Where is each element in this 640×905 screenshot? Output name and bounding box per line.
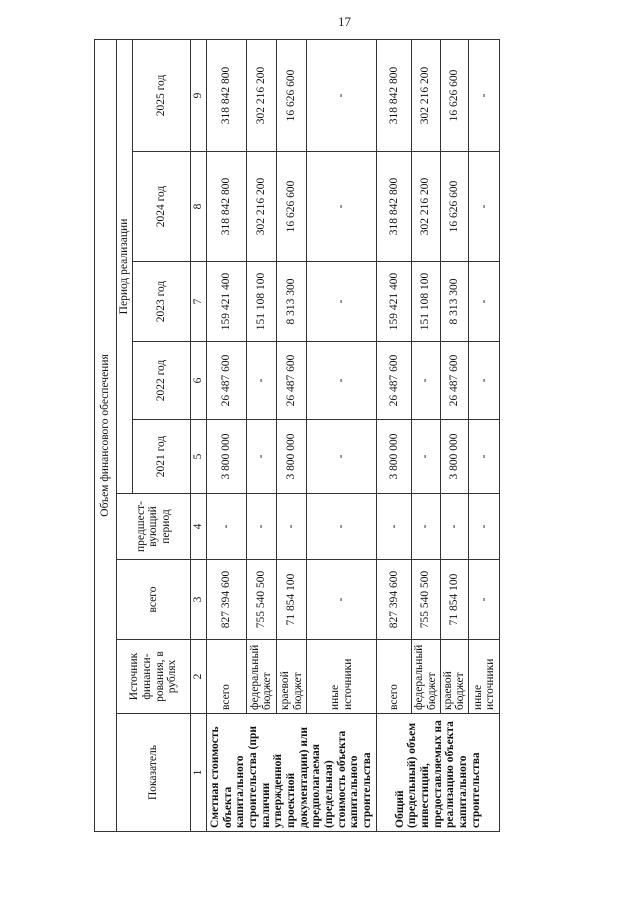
value-cell: 302 216 200 bbox=[411, 39, 440, 151]
value-cell: 3 800 000 bbox=[277, 420, 307, 494]
table-row bbox=[277, 39, 307, 831]
value-cell: 8 313 300 bbox=[277, 262, 307, 342]
table-row bbox=[206, 39, 246, 831]
value-cell: 8 313 300 bbox=[440, 262, 469, 342]
value-cell: 16 626 600 bbox=[277, 152, 307, 262]
rotated-table-container bbox=[94, 40, 500, 832]
header-2021: 2021 год bbox=[133, 420, 191, 494]
value-cell: 3 800 000 bbox=[377, 420, 412, 494]
value-cell: 827 394 600 bbox=[206, 560, 246, 640]
value-cell: 151 108 100 bbox=[411, 262, 440, 342]
value-cell: 71 854 100 bbox=[440, 560, 469, 640]
value-cell: - bbox=[377, 494, 412, 560]
value-cell: - bbox=[469, 342, 500, 420]
value-cell: - bbox=[246, 342, 276, 420]
value-cell: - bbox=[307, 494, 377, 560]
col-number: 3 bbox=[191, 560, 207, 640]
header-2023: 2023 год bbox=[133, 262, 191, 342]
source-cell: иные источники bbox=[307, 640, 377, 714]
col-number: 4 bbox=[191, 494, 207, 560]
table-row bbox=[469, 39, 500, 831]
page-number: 17 bbox=[338, 14, 351, 29]
value-cell: - bbox=[206, 494, 246, 560]
source-cell: всего bbox=[206, 640, 246, 714]
value-cell: - bbox=[411, 494, 440, 560]
column-number-row bbox=[191, 39, 207, 831]
value-cell: 302 216 200 bbox=[246, 152, 276, 262]
value-cell: 3 800 000 bbox=[440, 420, 469, 494]
col-number: 8 bbox=[191, 152, 207, 262]
value-cell: 159 421 400 bbox=[377, 262, 412, 342]
value-cell: 302 216 200 bbox=[246, 39, 276, 151]
financing-table bbox=[94, 39, 500, 832]
header-2024: 2024 год bbox=[133, 152, 191, 262]
col-number: 5 bbox=[191, 420, 207, 494]
row-group-label: Сметная стоимость объекта капитального строительства (при наличии утвержденной проектной документации) или предполагаемая (предельная) стоимость объекта капитального строительства bbox=[206, 714, 376, 832]
value-cell: 302 216 200 bbox=[411, 152, 440, 262]
value-cell: 3 800 000 bbox=[206, 420, 246, 494]
source-cell: федеральный бюджет bbox=[246, 640, 276, 714]
value-cell: - bbox=[307, 342, 377, 420]
value-cell: 318 842 800 bbox=[377, 39, 412, 151]
col-number: 1 bbox=[191, 714, 207, 832]
table-row bbox=[377, 39, 412, 831]
value-cell: 26 487 600 bbox=[206, 342, 246, 420]
source-cell: федеральный бюджет bbox=[411, 640, 440, 714]
header-total: всего bbox=[117, 560, 191, 640]
value-cell: - bbox=[246, 420, 276, 494]
table-row bbox=[246, 39, 276, 831]
header-source: Источник финанси- рования, в рублях bbox=[117, 640, 191, 714]
value-cell: 71 854 100 bbox=[277, 560, 307, 640]
source-cell: всего bbox=[377, 640, 412, 714]
value-cell: 755 540 500 bbox=[246, 560, 276, 640]
header-2025: 2025 год bbox=[133, 39, 191, 151]
value-cell: 318 842 800 bbox=[206, 39, 246, 151]
col-number: 9 bbox=[191, 39, 207, 151]
col-number: 7 bbox=[191, 262, 207, 342]
col-number: 2 bbox=[191, 640, 207, 714]
value-cell: 318 842 800 bbox=[377, 152, 412, 262]
row-group-label: Общий (предельный) объем инвестиций, предоставляемых на реализацию объекта капитального строительства bbox=[377, 714, 500, 832]
value-cell: - bbox=[307, 39, 377, 151]
value-cell: - bbox=[411, 342, 440, 420]
value-cell: - bbox=[469, 420, 500, 494]
value-cell: 16 626 600 bbox=[277, 39, 307, 151]
value-cell: - bbox=[307, 420, 377, 494]
value-cell: 159 421 400 bbox=[206, 262, 246, 342]
value-cell: 151 108 100 bbox=[246, 262, 276, 342]
value-cell: - bbox=[307, 560, 377, 640]
header-2022: 2022 год bbox=[133, 342, 191, 420]
value-cell: 827 394 600 bbox=[377, 560, 412, 640]
value-cell: - bbox=[469, 560, 500, 640]
source-cell: краевой бюджет bbox=[440, 640, 469, 714]
source-cell: иные источники bbox=[469, 640, 500, 714]
header-indicator: Показатель bbox=[117, 714, 191, 832]
col-number: 6 bbox=[191, 342, 207, 420]
table-row bbox=[440, 39, 469, 831]
value-cell: - bbox=[440, 494, 469, 560]
table-row bbox=[411, 39, 440, 831]
value-cell: 26 487 600 bbox=[277, 342, 307, 420]
value-cell: - bbox=[277, 494, 307, 560]
value-cell: 26 487 600 bbox=[377, 342, 412, 420]
value-cell: 16 626 600 bbox=[440, 39, 469, 151]
header-prior: предшест- вующий период bbox=[117, 494, 191, 560]
table-caption: Объем финансового обеспечения bbox=[95, 39, 117, 831]
value-cell: - bbox=[246, 494, 276, 560]
value-cell: 26 487 600 bbox=[440, 342, 469, 420]
value-cell: 318 842 800 bbox=[206, 152, 246, 262]
value-cell: - bbox=[307, 262, 377, 342]
value-cell: - bbox=[469, 152, 500, 262]
value-cell: 16 626 600 bbox=[440, 152, 469, 262]
value-cell: - bbox=[469, 494, 500, 560]
value-cell: - bbox=[307, 152, 377, 262]
value-cell: 755 540 500 bbox=[411, 560, 440, 640]
table-row bbox=[307, 39, 377, 831]
value-cell: - bbox=[411, 420, 440, 494]
value-cell: - bbox=[469, 39, 500, 151]
source-cell: краевой бюджет bbox=[277, 640, 307, 714]
header-period-group: Период реализации bbox=[117, 39, 133, 493]
value-cell: - bbox=[469, 262, 500, 342]
